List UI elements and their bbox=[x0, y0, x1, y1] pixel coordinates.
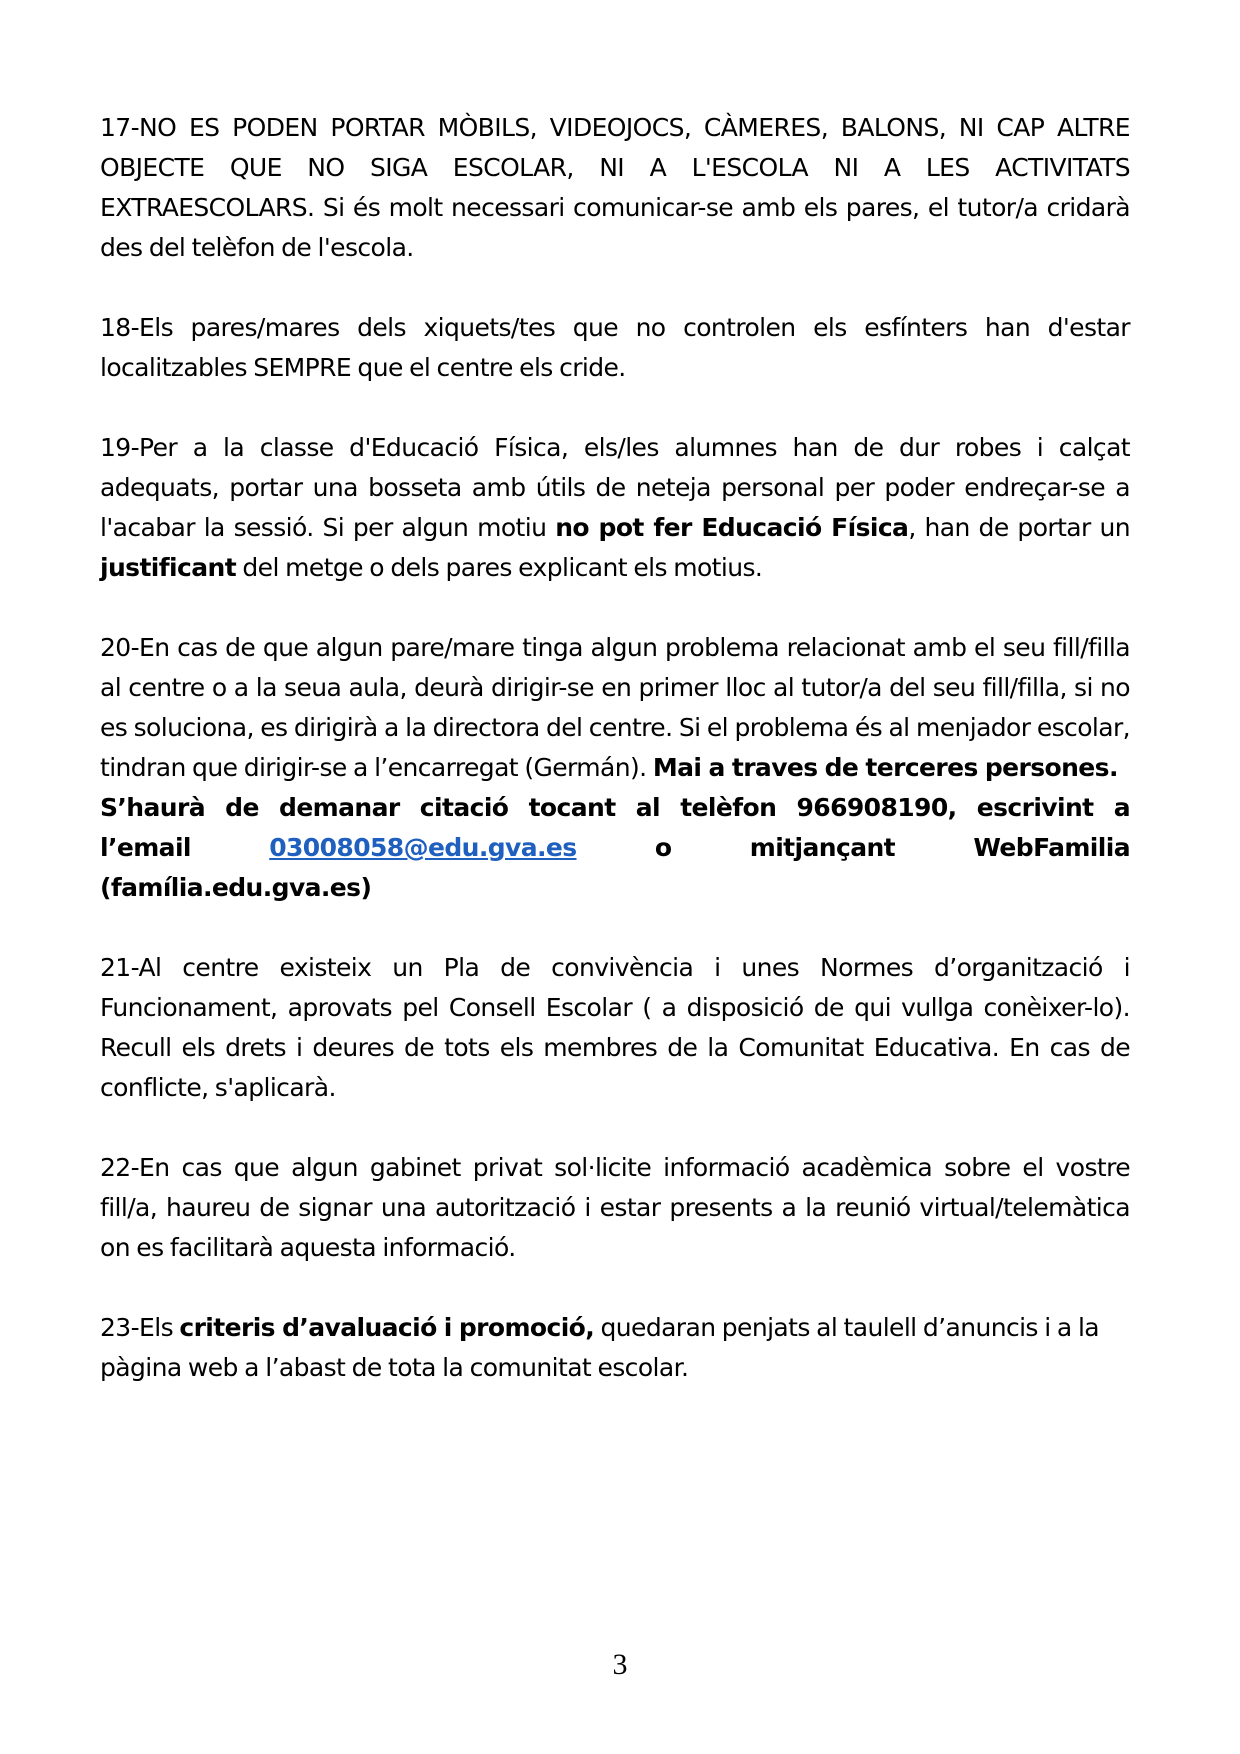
rule-19-text-a: 19-Per a la classe d'Educació Física, els/les alumnes han de dur robes i calçat adequats, portar una bosseta amb útils de neteja personal per poder endreçar-se a l'acabar la sessió. Si per algun motiu bbox=[100, 433, 1130, 542]
rule-19 bbox=[100, 428, 1130, 588]
rule-21 bbox=[100, 948, 1130, 1108]
rule-18-text: 18-Els pares/mares dels xiquets/tes que no controlen els esfínters han d'estar localitzables SEMPRE que el centre els cride. bbox=[100, 313, 1130, 382]
rule-17 bbox=[100, 108, 1130, 268]
rule-19-text-c: del metge o dels pares explicant els motius. bbox=[236, 553, 763, 582]
email-prefix: l’email bbox=[100, 833, 191, 862]
rule-19-text-b: , han de portar un bbox=[908, 513, 1131, 542]
rule-22 bbox=[100, 1148, 1130, 1268]
rule-20-text: 20-En cas de que algun pare/mare tinga algun problema relacionat amb el seu fill/filla al centre o a la seua aula, deurà dirigir-se en primer lloc al tutor/a del seu fill/filla, si no es soluciona, es dirigirà a la directora del centre. Si el problema és al menjador escolar, tindran que dirigir-se a l’encarregat (Germán). bbox=[100, 633, 1130, 782]
rule-20-contact-line3: (família.edu.gva.es) bbox=[100, 873, 372, 902]
email-suffix-webfamilia: WebFamilia bbox=[973, 833, 1130, 862]
rule-21-text: 21-Al centre existeix un Pla de convivència i unes Normes d’organització i Funcionament, aprovats pel Consell Escolar ( a disposició de qui vullga conèixer-lo). Recull els drets i deures de tots els membres de la Comunitat Educativa. En cas de conflicte, s'aplicarà. bbox=[100, 953, 1130, 1102]
rule-20 bbox=[100, 628, 1130, 908]
email-suffix-o: o bbox=[654, 833, 672, 862]
rule-20-contact-line2 bbox=[100, 828, 1130, 868]
rule-23-text-b: quedaran penjats al taulell d’anuncis i a la pàgina web a l’abast de tota la comunitat escolar. bbox=[100, 1313, 1100, 1382]
rule-19-bold-justificant: justificant bbox=[100, 553, 237, 582]
rule-19-bold-no-pe: no pot fer Educació Física bbox=[555, 513, 909, 542]
page-number: 3 bbox=[612, 1648, 628, 1681]
rule-17-text: 17-NO ES PODEN PORTAR MÒBILS, VIDEOJOCS, CÀMERES, BALONS, NI CAP ALTRE OBJECTE QUE NO SIGA ESCOLAR, NI A L'ESCOLA NI A LES ACTIVITATS EXTRAESCOLARS. Si és molt necessari comunicar-se amb els pares, el tutor/a cridarà des del telèfon de l'escola. bbox=[100, 113, 1130, 262]
rule-20-contact-line1: S’haurà de demanar citació tocant al telèfon 966908190, escrivint a bbox=[100, 793, 1130, 822]
document-body bbox=[100, 108, 1130, 1428]
rule-18 bbox=[100, 308, 1130, 388]
email-suffix-mitjancant: mitjançant bbox=[749, 833, 896, 862]
rule-20-bold-mai: Mai a traves de terceres persones. bbox=[652, 753, 1118, 782]
rule-23-text-a: 23-Els bbox=[100, 1313, 180, 1342]
rule-23 bbox=[100, 1308, 1130, 1388]
email-link[interactable]: 03008058@edu.gva.es bbox=[269, 833, 577, 862]
rule-22-text: 22-En cas que algun gabinet privat sol·licite informació acadèmica sobre el vostre fill/a, haureu de signar una autorització i estar presents a la reunió virtual/telemàtica on es facilitarà aquesta informació. bbox=[100, 1153, 1130, 1262]
rule-23-bold-criteris: criteris d’avaluació i promoció, bbox=[179, 1313, 595, 1342]
